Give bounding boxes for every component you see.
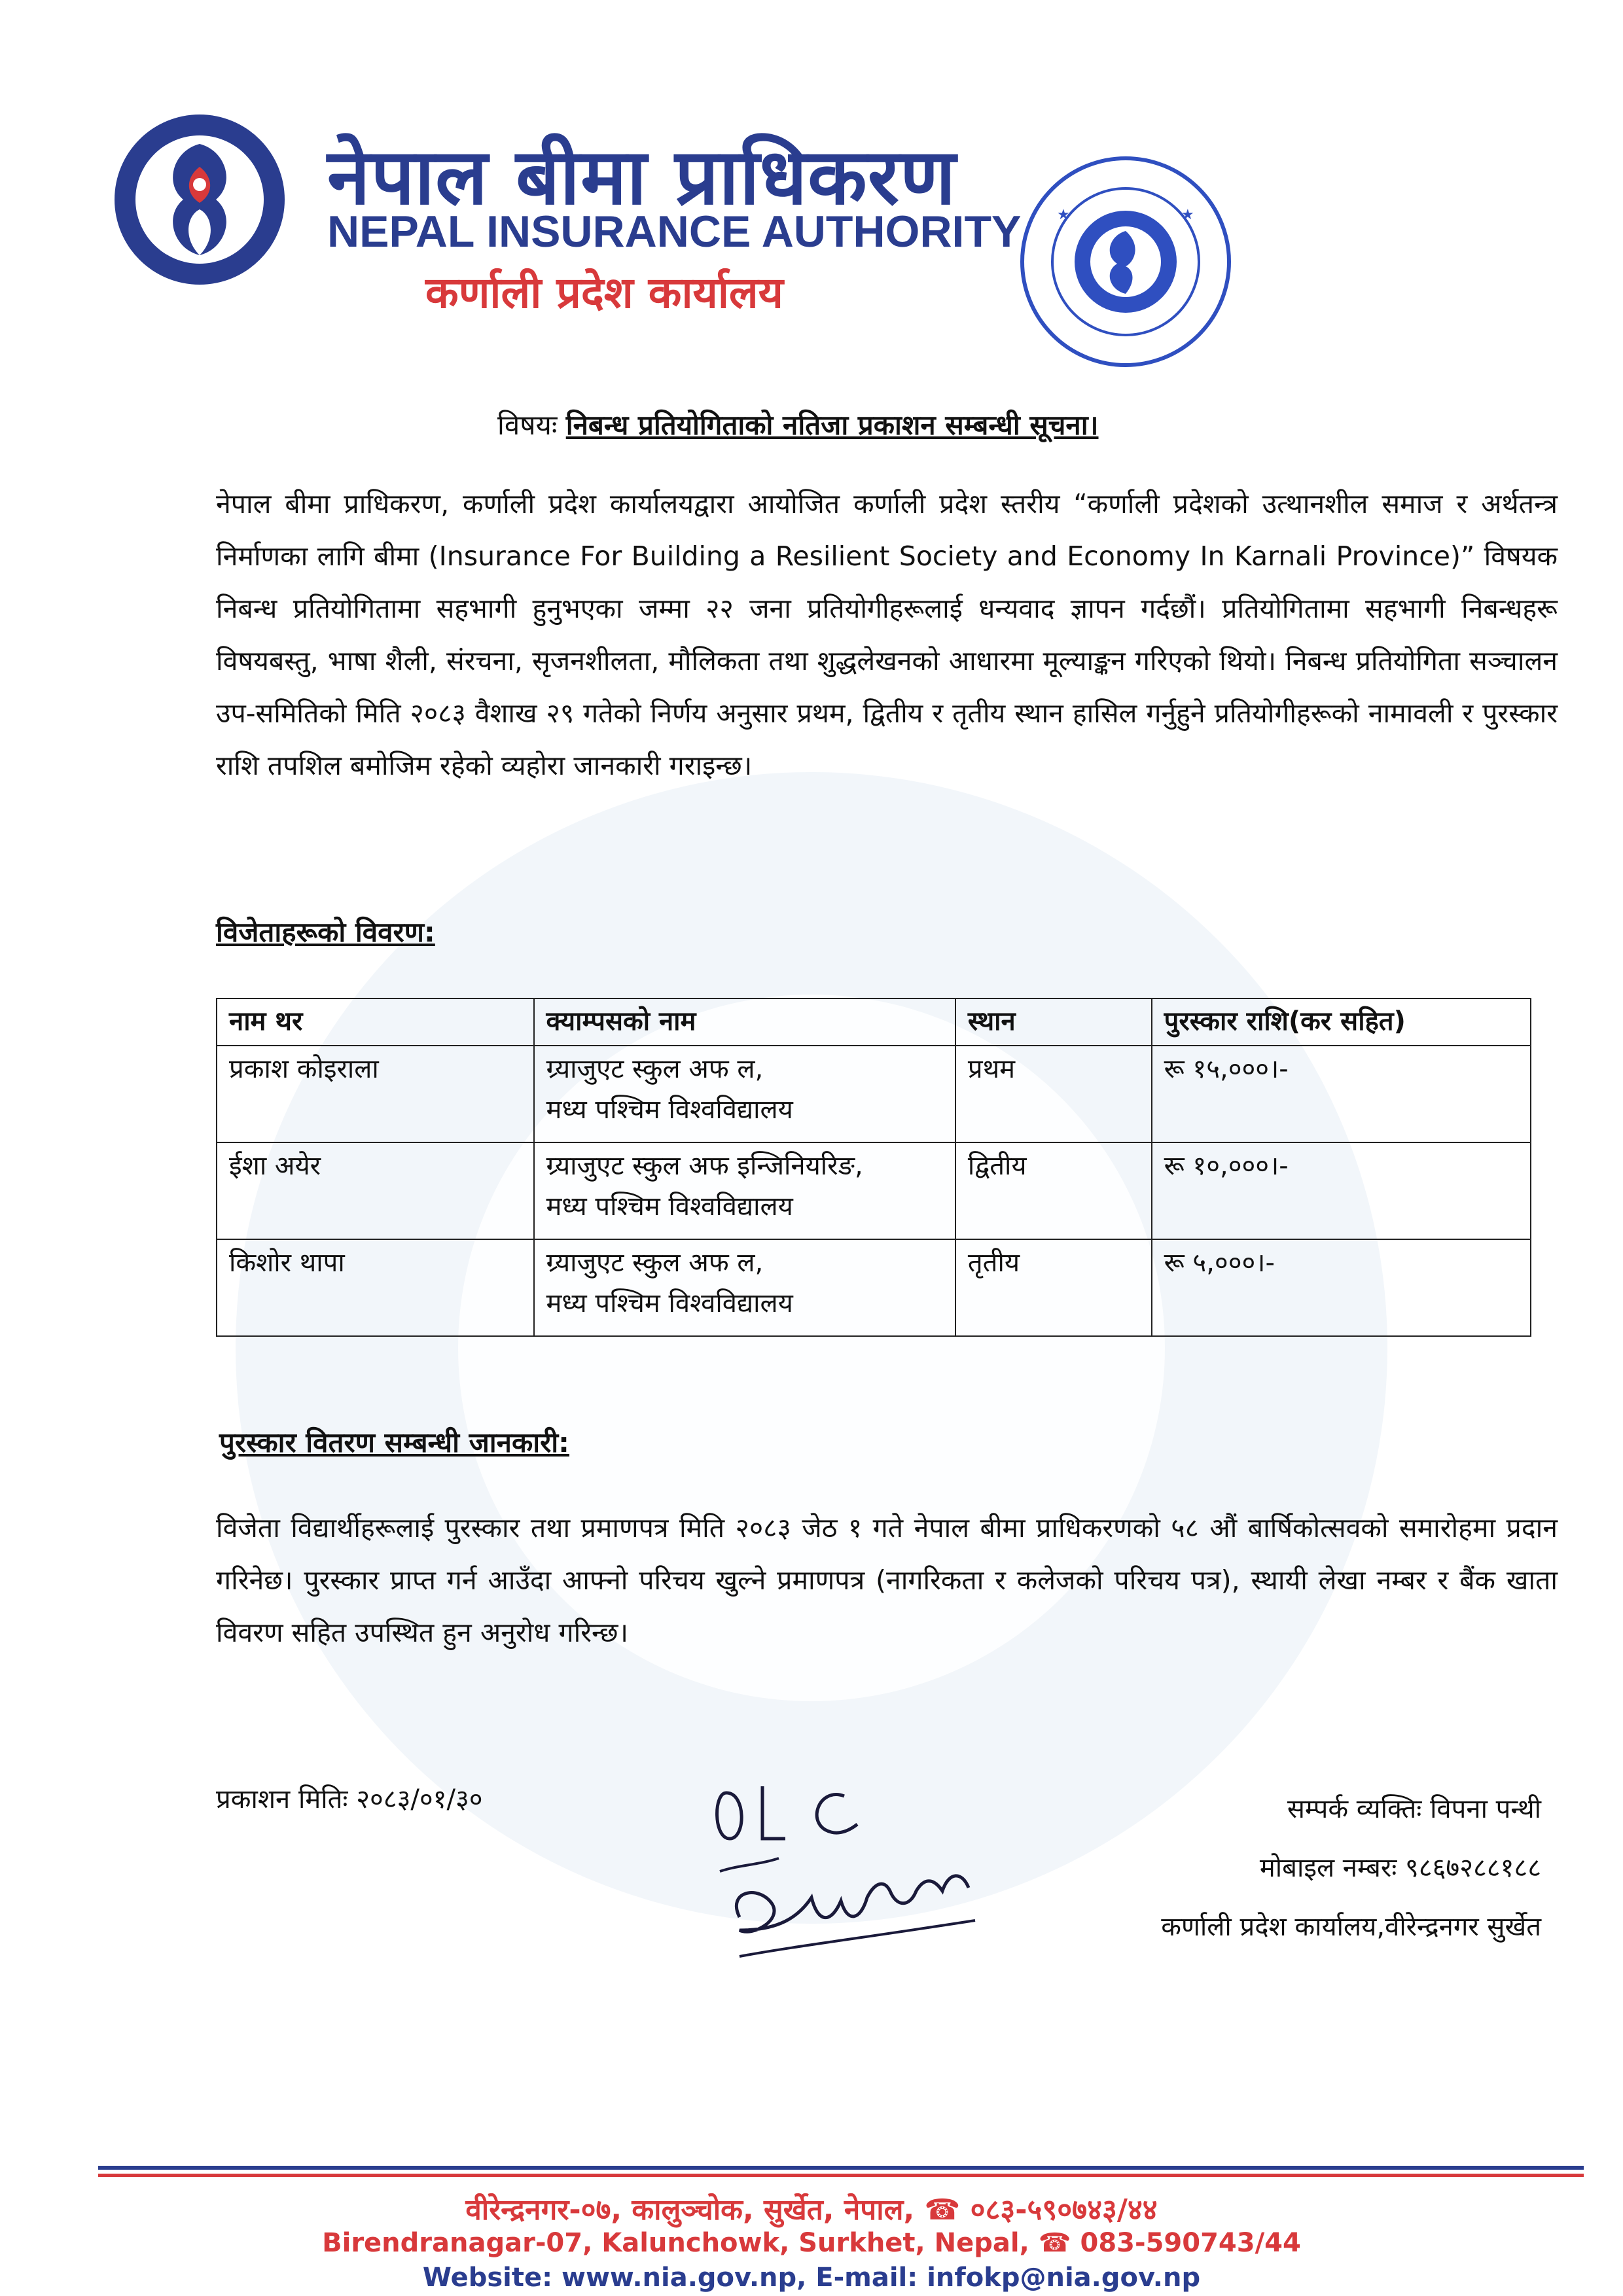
campus-line2: मध्य पश्चिम विश्वविद्यालय (546, 1192, 793, 1222)
header-name: नाम थर (217, 998, 534, 1046)
subject-label: विषयः (497, 409, 558, 441)
table-row (217, 1239, 1531, 1336)
org-name-english: NEPAL INSURANCE AUTHORITY (327, 207, 1022, 256)
winner-prize: रू १५,०००।- (1152, 1046, 1531, 1142)
winner-position: तृतीय (955, 1239, 1152, 1336)
campus-line2: मध्य पश्चिम विश्वविद्यालय (546, 1288, 793, 1318)
winner-name: प्रकाश कोइराला (217, 1046, 534, 1142)
subject-text: निबन्ध प्रतियोगिताको नतिजा प्रकाशन सम्बन्धी सूचना। (565, 409, 1099, 441)
svg-text:★: ★ (1181, 207, 1194, 223)
winner-name: ईशा अयेर (217, 1142, 534, 1239)
campus-line1: ग्र्याजुएट स्कुल अफ ल, (546, 1054, 764, 1084)
handwritten-signature (700, 1767, 1041, 1983)
winners-table (216, 998, 1531, 1337)
footer-divider-blue (98, 2166, 1584, 2170)
footer-address-nepali: वीरेन्द्रनगर-०७, कालुञ्चोक, सुर्खेत, नेपाल, ☎ ०८३-५९०७४३/४४ (465, 2193, 1158, 2227)
campus-line1: ग्र्याजुएट स्कुल अफ ल, (546, 1248, 764, 1278)
header-campus: क्याम्पसको नाम (534, 998, 955, 1046)
distribution-section-title: पुरस्कार वितरण सम्बन्धी जानकारी: (219, 1426, 569, 1458)
campus-line1: ग्र्याजुएट स्कुल अफ इन्जिनियरिङ, (546, 1151, 863, 1181)
winner-position: प्रथम (955, 1046, 1152, 1142)
contact-person: सम्पर्क व्यक्तिः विपना पन्थी (1287, 1794, 1541, 1824)
publication-date: प्रकाशन मितिः २०८३/०१/३० (216, 1784, 483, 1814)
winner-campus (534, 1142, 955, 1239)
contact-office: कर्णाली प्रदेश कार्यालय,वीरेन्द्रनगर सुर्खेत (1161, 1912, 1541, 1942)
table-row (217, 1142, 1531, 1239)
header-position: स्थान (955, 998, 1152, 1046)
org-name-nepali: नेपाल बीमा प्राधिकरण (327, 132, 957, 222)
contact-mobile: मोबाइल नम्बरः ९८६७२८८१८८ (1259, 1853, 1541, 1883)
subject-line (497, 406, 1099, 443)
header-prize: पुरस्कार राशि(कर सहित) (1152, 998, 1531, 1046)
winner-campus (534, 1046, 955, 1142)
winner-prize: रू १०,०००।- (1152, 1142, 1531, 1239)
office-seal-stamp (1018, 154, 1234, 370)
winners-section-title: विजेताहरूको विवरण: (216, 916, 435, 948)
campus-line2: मध्य पश्चिम विश्वविद्यालय (546, 1095, 793, 1125)
distribution-paragraph: विजेता विद्यार्थीहरूलाई पुरस्कार तथा प्रमाणपत्र मिति २०८३ जेठ १ गते नेपाल बीमा प्राधिकरणको ५८ औं बार्षिकोत्सवको समारोहमा प्रदान गरिनेछ। पुरस्कार प्राप्त गर्न आउँदा आफ्नो परिचय खुल्ने प्रमाणपत्र (नागरिकता र कलेजको परिचय पत्र), स्थायी लेखा नम्बर र बैंक खाता विवरण सहित उपस्थित हुन अनुरोध गरिन्छ। (216, 1512, 1558, 1648)
footer-address-english: Birendranagar-07, Kalunchowk, Surkhet, Nepal, ☎ 083-590743/44 (322, 2228, 1301, 2258)
winner-campus (534, 1239, 955, 1336)
nia-logo-icon (111, 111, 288, 288)
svg-text:★: ★ (1057, 207, 1070, 223)
office-name: कर्णाली प्रदेश कार्यालय (425, 268, 783, 318)
winner-position: द्वितीय (955, 1142, 1152, 1239)
contact-block (1161, 1780, 1541, 1956)
intro-paragraph: नेपाल बीमा प्राधिकरण, कर्णाली प्रदेश कार्यालयद्वारा आयोजित कर्णाली प्रदेश स्तरीय “कर्णाली प्रदेशको उत्थानशील समाज र अर्थतन्त्र निर्माणका लागि बीमा (Insurance For Building a Resilient Society and Economy In Karnali Province)” विषयक निबन्ध प्रतियोगितामा सहभागी हुनुभएका जम्मा २२ जना प्रतियोगीहरूलाई धन्यवाद ज्ञापन गर्दछौं। प्रतियोगितामा सहभागी निबन्धहरू विषयबस्तु, भाषा शैली, संरचना, सृजनशीलता, मौलिकता तथा शुद्धलेखनको आधारमा मूल्याङ्कन गरिएको थियो। निबन्ध प्रतियोगिता सञ्चालन उप-समितिको मिति २०८३ वैशाख २९ गतेको निर्णय अनुसार प्रथम, द्वितीय र तृतीय स्थान हासिल गर्नुहुने प्रतियोगीहरूको नामावली र पुरस्कार राशि तपशिल बमोजिम रहेको व्यहोरा जानकारी गराइन्छ। (216, 488, 1558, 781)
footer-website-email: Website: www.nia.gov.np, E-mail: infokp@nia.gov.np (422, 2263, 1201, 2293)
table-row (217, 1046, 1531, 1142)
winner-prize: रू ५,०००।- (1152, 1239, 1531, 1336)
footer-divider-red (98, 2174, 1584, 2177)
winner-name: किशोर थापा (217, 1239, 534, 1336)
table-header-row (217, 998, 1531, 1046)
